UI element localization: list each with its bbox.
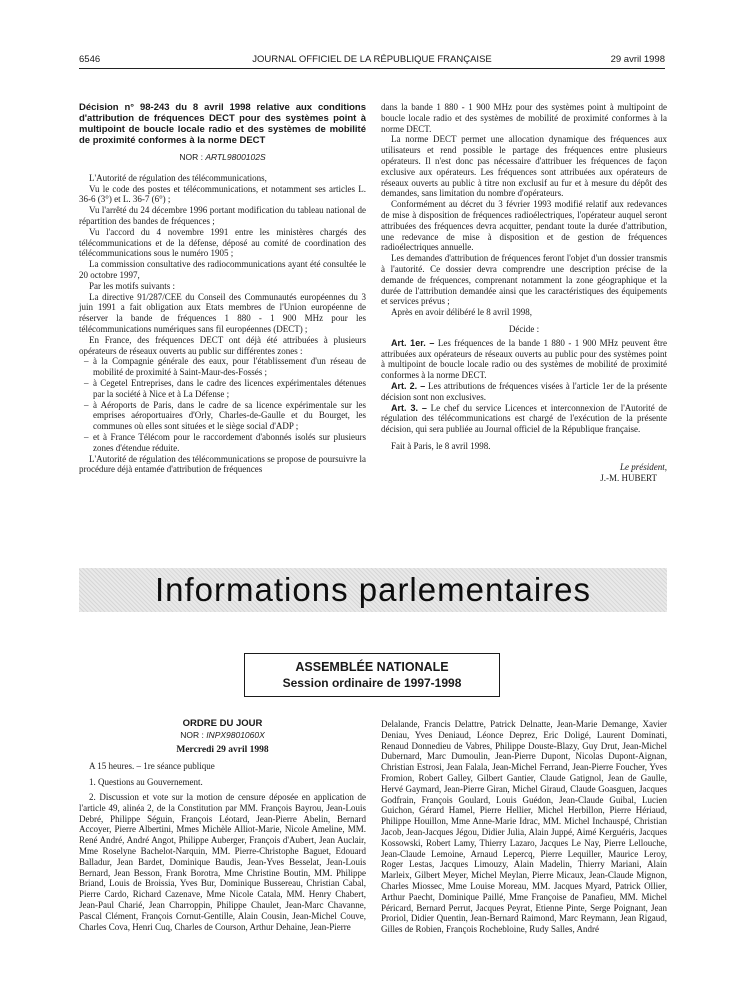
decision-column-left: [79, 102, 366, 475]
paragraph: En France, des fréquences DECT ont déjà été attribuées à plusieurs opérateurs de réseaux ouverts au public sur différentes zones :: [79, 334, 366, 356]
banner-title: Informations parlementaires: [154, 571, 592, 608]
agenda-item-1: 1. Questions au Gouvernement.: [89, 777, 203, 788]
paragraph: Vu l'arrêté du 24 décembre 1996 portant modification du tableau national de répartition des bandes de fréquences ;: [79, 205, 366, 226]
signature-role: Le président,: [620, 461, 667, 472]
assembly-title: ASSEMBLÉE NATIONALE: [295, 660, 449, 674]
agenda-item-2: 2. Discussion et vote sur la motion de censure déposée en application de l'article 49, alinéa 2, de la Constitution par MM. François Bayrou, Jean-Louis Debré, Philippe Séguin, François Léotard, Jean-Pierre Abelin, Bernard Accoyer, Pierre Albertini, Mmes Michèle Alliot-Marie, Nicole Ameline, MM. René André, André Angot, Philippe Auberger, François d'Aubert, Jean Auclair, Mme Roselyne Bachelot-Narquin, MM. Pierre-Christophe Baguet, Edouard Balladur, Jean Bardet, Dominique Baudis, Jean-Yves Besselat, Jean-Louis Bernard, Jean Besson, Frank Borotra, Mme Christine Boutin, MM. Philippe Briand, Louis de Broissia, Yves Bur, Dominique Bussereau, Christian Cabal, Pierre Cardo, Richard Cazenave, Mme Nicole Catala, MM. Henry Chabert, Jean-Paul Charié, Jean Charroppin, Philippe Chaulet, Jean-Marc Chavanne, Pascal Clément, François Cornut-Gentille, Alain Cousin, Jean-Michel Couve, Charles Cova, Henri Cuq, Charles de Courson, Arthur Dehaine, Jean-Pierre: [79, 791, 366, 932]
journal-title: JOURNAL OFFICIEL DE LA RÉPUBLIQUE FRANÇAISE: [252, 54, 492, 65]
paragraph: L'Autorité de régulation des télécommunications,: [89, 172, 267, 183]
dash-item: – et à France Télécom pour le raccordement d'abonnés isolés sur plusieurs zones d'étendue réduite.: [79, 432, 366, 454]
dash-item: – à Cegetel Entreprises, dans le cadre des licences expérimentales détenues par la société à Nice et à La Défense ;: [79, 378, 366, 400]
paragraph: dans la bande 1 880 - 1 900 MHz pour des systèmes point à multipoint de boucle locale radio et des systèmes de mobilité de proximité conformes à la norme DECT.: [381, 102, 667, 134]
paragraph: La directive 91/287/CEE du Conseil des Communautés européennes du 3 juin 1991 a fait obligation aux Etats membres de l'Union européenne de réserver la bande de fréquences 1 880 - 1 900 MHz pour les télécommunications numériques sans fil européennes (DECT) ;: [79, 291, 366, 334]
article-1: Art. 1er. – Les fréquences de la bande 1 880 - 1 900 MHz peuvent être attribuées aux opérateurs de réseaux ouverts au public pour des systèmes point à multipoint de boucle locale radio ou des systèmes de mobilité de proximité conformes à la norme DECT.: [381, 337, 668, 381]
decision-title: Décision n° 98-243 du 8 avril 1998 relative aux conditions d'attribution de fréquences DECT pour des systèmes point à multipoint de boucle locale radio et des systèmes de mobilité de proximité conformes à la norme DECT: [79, 102, 366, 146]
agenda-date: Mercredi 29 avril 1998: [176, 744, 269, 755]
dash-item: – à Aéroports de Paris, dans le cadre de sa licence expérimentale sur les emprises aéroportuaires d'Orly, Charles-de-Gaulle et du Bourget, les communes où elles sont situées et le siège social d'ADP ;: [79, 400, 366, 432]
paragraph: La commission consultative des radiocommunications ayant été consultée le 20 octobre 1997,: [79, 259, 366, 280]
dash-item: – à la Compagnie générale des eaux, pour l'établissement d'un réseau de mobilité de proximité à Saint-Maur-des-Fossés ;: [79, 356, 366, 378]
agenda-column-right: [381, 719, 667, 935]
decision-nor: NOR : ARTL9800102S: [179, 152, 266, 162]
agenda-column-left: [79, 719, 366, 932]
assembly-box: [244, 653, 500, 697]
assembly-session: Session ordinaire de 1997-1998: [282, 676, 462, 690]
agenda-nor: NOR : INPX9801060X: [180, 729, 265, 740]
decision-column-right: [381, 102, 667, 483]
agenda-title: ORDRE DU JOUR: [182, 718, 263, 729]
page-number: 6546: [79, 54, 101, 65]
paragraph: Conformément au décret du 3 février 1993 modifié relatif aux redevances de mise à disposition de fréquences radioélectriques, l'opérateur auquel seront attribuées des fréquences devra acquitter, pendant toute la durée d'attribution, une redevance de mise à disposition et de gestion de fréquences radioélectriques annuelle.: [381, 199, 667, 253]
paragraph: Après en avoir délibéré le 8 avril 1998,: [391, 307, 532, 318]
signature-name: J.-M. HUBERT: [600, 472, 657, 483]
page-header: [79, 54, 665, 69]
paragraph: L'Autorité de régulation des télécommunications se propose de poursuivre la procédure déjà entamée d'attribution de fréquences: [79, 453, 366, 475]
decide-label: Décide :: [508, 323, 540, 334]
paragraph: Vu le code des postes et télécommunications, et notamment ses articles L. 36-6 (3°) et L. 36-7 (6°) ;: [79, 183, 366, 205]
paragraph: Par les motifs suivants :: [89, 280, 175, 291]
paragraph: Vu l'accord du 4 novembre 1991 entre les ministères chargés des télécommunications et de la défense, déposé au comité de coordination des télécommunications sous le numéro 1905 ;: [79, 226, 366, 259]
article-2: Art. 2. – Les attributions de fréquences visées à l'article 1er de la présente décision sont non exclusives.: [381, 380, 667, 402]
done-at: Fait à Paris, le 8 avril 1998.: [391, 440, 491, 451]
agenda-item-2-continued: Delalande, Francis Delattre, Patrick Delnatte, Jean-Marie Demange, Xavier Deniau, Yves Deniaud, Léonce Deprez, Eric Doligé, Laurent Dominati, Renaud Donnedieu de Vabres, Philippe Douste-Blazy, Guy Drut, Jean-Michel Dubernard, Marc Dumoulin, Jean-Pierre Dupont, Nicolas Dupont-Aignan, Christian Estrosi, Jean Falala, Jean-Michel Ferrand, Jean-Pierre Foucher, Yves Fromion, Robert Galley, Gilbert Gantier, Claude Gatignol, Jean de Gaulle, Hervé Gaymard, Jean-Pierre Giran, Michel Giraud, Claude Goasguen, Jacques Godfrain, François Goulard, Louis Guédon, Jean-Claude Guibal, Lucien Guichon, Gérard Hamel, Pierre Hellier, Michel Herbillon, Pierre Hériaud, Philippe Houillon, Mme Anne-Marie Idrac, MM. Michel Inchauspé, Christian Jacob, Jean-Jacques Jégou, Didier Julia, Alain Juppé, Aimé Kerguéris, Jacques Kossowski, Robert Lamy, Thierry Lazaro, Jacques Le Nay, Pierre Lellouche, Jean-Claude Lemoine, Arnaud Lepercq, Pierre Lequiller, Maurice Leroy, Roger Lestas, Jacques Limouzy, Alain Madelin, Thierry Mariani, Alain Marleix, Gilbert Meyer, Michel Meylan, Pierre Micaux, Jean-Claude Mignon, Charles Miossec, Mme Louise Moreau, MM. Jacques Myard, Patrick Ollier, Arthur Paecht, Dominique Paillé, Mme Françoise de Panafieu, MM. Michel Péricard, Bernard Perrut, Jacques Peyrat, Etienne Pinte, Serge Poignant, Jean Proriol, Didier Quentin, Jean-Bernard Raimond, Marc Reymann, Jean Rigaud, Gilles de Robien, François Rochebloine, Rudy Salles, André: [381, 719, 667, 935]
sitting-time: A 15 heures. – 1re séance publique: [89, 761, 215, 772]
paragraph: La norme DECT permet une allocation dynamique des fréquences aux utilisateurs et rend possible le partage des fréquences entre plusieurs opérateurs. Il n'est donc pas nécessaire d'attribuer les fréquences de façon exclusive aux opérateurs. Les fréquences sont attribuées aux opérateurs de réseaux ouverts au public à titre non exclusif au fur et à mesure du dépôt des demandes, sans limitation du nombre d'opérateurs.: [381, 134, 667, 199]
article-3: Art. 3. – Le chef du service Licences et interconnexion de l'Autorité de régulation des télécommunications est chargé de l'exécution de la présente décision, qui sera publiée au Journal officiel de la République française.: [381, 402, 668, 435]
paragraph: Les demandes d'attribution de fréquences feront l'objet d'un dossier transmis à l'autorité. Ce dossier devra comprendre une description précise de la demande de fréquences, comprenant notamment la zone géographique et la durée de l'attribution demandée ainsi que les caractéristiques des équipements et services prévus ;: [381, 253, 667, 307]
header-date: 29 avril 1998: [610, 54, 665, 65]
section-banner: [79, 568, 667, 612]
